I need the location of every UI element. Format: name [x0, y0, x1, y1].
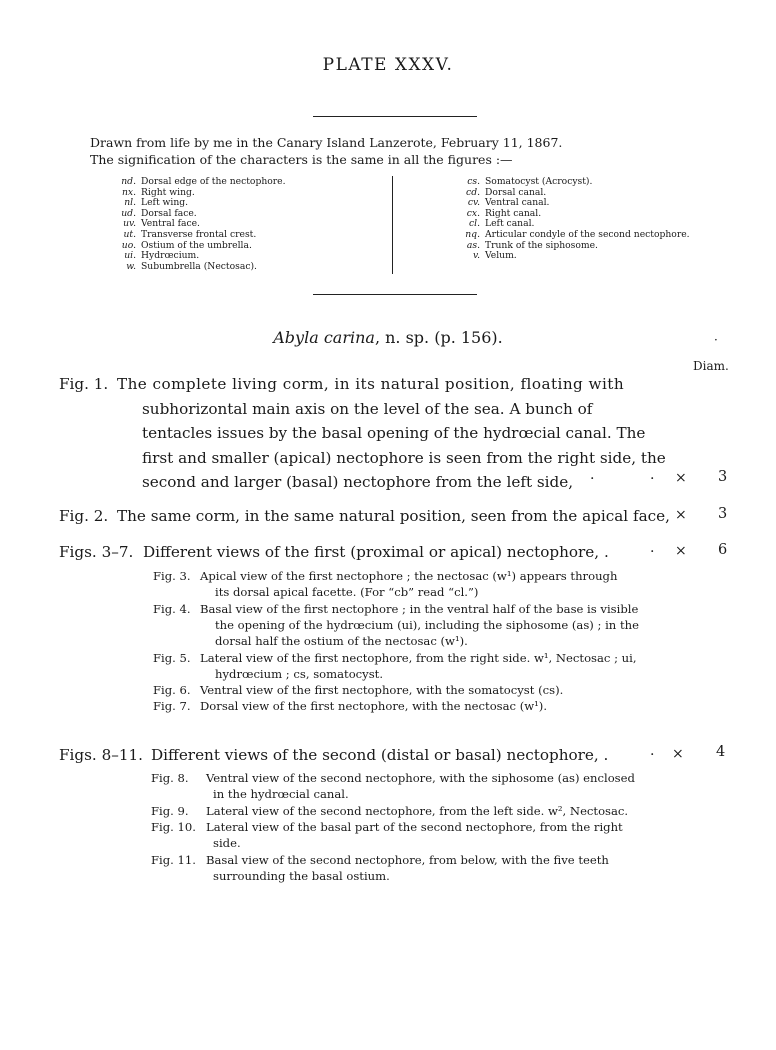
subfig-description: [200, 650, 637, 683]
figs-3-7-label: Figs. 3–7.: [59, 543, 134, 561]
stray-mark: ·: [714, 333, 718, 347]
species-heading: [0, 328, 776, 347]
legend-desc: Right wing.: [141, 186, 195, 198]
figs-8-11-label: Figs. 8–11.: [59, 746, 143, 764]
subfig-line: Basal view of the second nectophore, from below, with the five teeth: [206, 852, 609, 867]
legend-entry: [108, 262, 286, 273]
legend-abbr: ut.: [123, 228, 136, 240]
subfig-line: Ventral view of the first nectophore, with the somatocyst (cs).: [200, 683, 564, 698]
subfig-description: [200, 568, 617, 601]
legend-desc: Articular condyle of the second nectophore.: [485, 228, 690, 240]
legend-desc: Velum.: [485, 250, 517, 262]
fig-2-description: The same corm, in the same natural position, seen from the apical face,: [117, 507, 670, 525]
legend-desc: Hydrœcium.: [141, 250, 200, 262]
figs-3-7-description: Different views of the first (proximal or apical) nectophore, .: [143, 543, 609, 561]
intro-line-2: The signification of the characters is the same in all the figures :—: [90, 152, 513, 167]
subfig-description: [206, 852, 609, 885]
legend-abbr: nq.: [465, 228, 480, 240]
leader-dot: .: [650, 743, 655, 759]
subfig-line: its dorsal apical facette. (For “cb” read “cl.”): [215, 585, 479, 600]
fig-1-description: [117, 372, 666, 495]
legend-desc: Trunk of the siphosome.: [485, 239, 598, 251]
figs-8-11-diam: 4: [716, 744, 726, 760]
times-symbol: ×: [675, 543, 687, 559]
legend-desc: Left wing.: [141, 197, 189, 209]
subfig-line: hydrœcium ; cs, somatocyst.: [215, 666, 384, 681]
subfig-label: Fig. 5.: [153, 650, 191, 665]
legend-desc: Right canal.: [485, 207, 542, 219]
legend-desc: Dorsal face.: [141, 207, 197, 219]
legend-desc: Ventral face.: [141, 218, 200, 230]
legend-abbr: nx.: [121, 186, 136, 198]
fig-2-diam: 3: [718, 506, 728, 522]
subfig-description: [206, 803, 628, 819]
subfig-description: [206, 770, 635, 803]
legend-desc: Transverse frontal crest.: [141, 228, 257, 240]
leader-dot: .: [590, 467, 595, 483]
subfig-line: Dorsal view of the first nectophore, with the nectosac (w¹).: [200, 699, 548, 714]
subfig-line: Lateral view of the basal part of the second nectophore, from the right: [206, 819, 623, 834]
legend-abbr: cl.: [468, 218, 480, 230]
fig-1-line: subhorizontal main axis on the level of the sea. A bunch of: [142, 399, 593, 418]
subfig-description: [200, 682, 563, 698]
legend-desc: Ventral canal.: [485, 197, 550, 209]
fig-2-label: Fig. 2.: [59, 507, 109, 525]
legend-desc: Somatocyst (Acrocyst).: [485, 176, 593, 187]
subfig-line: surrounding the basal ostium.: [213, 868, 390, 883]
legend-right-column: [452, 177, 690, 262]
fig-1-diam: 3: [718, 469, 728, 485]
subfig-label: Fig. 7.: [153, 699, 191, 714]
subfig-label: Fig. 11.: [151, 852, 196, 867]
fig-1-label: Fig. 1.: [59, 375, 109, 393]
plate-title: PLATE XXXV.: [322, 55, 454, 75]
species-rest: , n. sp. (p. 156).: [374, 328, 503, 347]
divider-rule-bottom: [313, 294, 477, 295]
legend-entry: [108, 177, 286, 188]
times-symbol: ×: [675, 470, 687, 486]
times-symbol: ×: [672, 746, 684, 762]
subfig-line: Basal view of the first nectophore ; in the ventral half of the base is visible: [200, 601, 639, 616]
times-symbol: ×: [675, 507, 687, 523]
subfig-label: Fig. 10.: [151, 819, 196, 834]
subfig-label: Fig. 6.: [153, 683, 191, 698]
subfig-line: dorsal half the ostium of the nectosac (w¹).: [215, 634, 468, 649]
leader-dot: .: [650, 467, 655, 483]
legend-abbr: cs.: [467, 176, 480, 187]
subfig-description: [200, 601, 639, 650]
subfig-description: [206, 819, 623, 852]
divider-rule-top: [313, 116, 477, 117]
subfig-line: the opening of the hydrœcium (ui), including the siphosome (as) ; in the: [215, 617, 639, 632]
intro-line-1: Drawn from life by me in the Canary Island Lanzerote, February 11, 1867.: [90, 135, 563, 150]
legend-abbr: w.: [126, 260, 136, 272]
fig-1-line: first and smaller (apical) nectophore is seen from the right side, the: [142, 448, 666, 467]
figs-3-7-diam: 6: [718, 542, 728, 558]
subfig-label: Fig. 4.: [153, 601, 191, 616]
leader-dot: .: [650, 540, 655, 556]
legend-abbr: ui.: [124, 250, 136, 262]
legend-abbr: cd.: [466, 186, 480, 198]
subfig-line: Ventral view of the second nectophore, with the siphosome (as) enclosed: [206, 771, 635, 785]
fig-1-line: The complete living corm, in its natural position, floating with: [117, 375, 625, 393]
legend-abbr: ud.: [121, 207, 136, 219]
legend-abbr: as.: [466, 239, 480, 251]
subfig-line: Lateral view of the second nectophore, from the left side. w², Nectosac.: [206, 803, 629, 818]
figs-8-11-description: Different views of the second (distal or basal) nectophore, .: [151, 746, 609, 764]
subfig-line: in the hydrœcial canal.: [213, 787, 349, 802]
legend-abbr: nd.: [121, 176, 136, 187]
legend-entry: [452, 251, 690, 262]
legend-left-column: [108, 177, 286, 272]
legend-abbr: uv.: [123, 218, 136, 230]
species-name: Abyla carina: [273, 328, 375, 347]
fig-1-line: second and larger (basal) nectophore from the left side,: [142, 473, 574, 491]
legend-abbr: uo.: [121, 239, 136, 251]
subfig-description: [200, 698, 547, 714]
subfig-line: Apical view of the first nectophore ; the nectosac (w¹) appears through: [200, 569, 618, 583]
legend-desc: Ostium of the umbrella.: [141, 239, 252, 251]
legend-desc: Dorsal canal.: [485, 186, 547, 198]
legend-abbr: cv.: [467, 197, 480, 209]
fig-1-line: tentacles issues by the basal opening of the hydrœcial canal. The: [142, 424, 646, 442]
legend-abbr: v.: [472, 250, 480, 262]
subfig-line: Lateral view of the first nectophore, from the right side. w¹, Nectosac ; ui,: [200, 650, 637, 665]
subfig-label: Fig. 8.: [151, 771, 189, 785]
diam-column-label: Diam.: [693, 359, 729, 373]
legend-desc: Subumbrella (Nectosac).: [141, 260, 257, 272]
legend-desc: Dorsal edge of the nectophore.: [141, 176, 286, 187]
legend-abbr: nl.: [124, 197, 136, 209]
subfig-label: Fig. 9.: [151, 803, 189, 818]
legend-desc: Left canal.: [485, 218, 535, 230]
subfig-label: Fig. 3.: [153, 569, 191, 583]
legend-abbr: cx.: [466, 207, 480, 219]
legend-divider: [392, 176, 393, 274]
subfig-line: side.: [213, 836, 241, 851]
